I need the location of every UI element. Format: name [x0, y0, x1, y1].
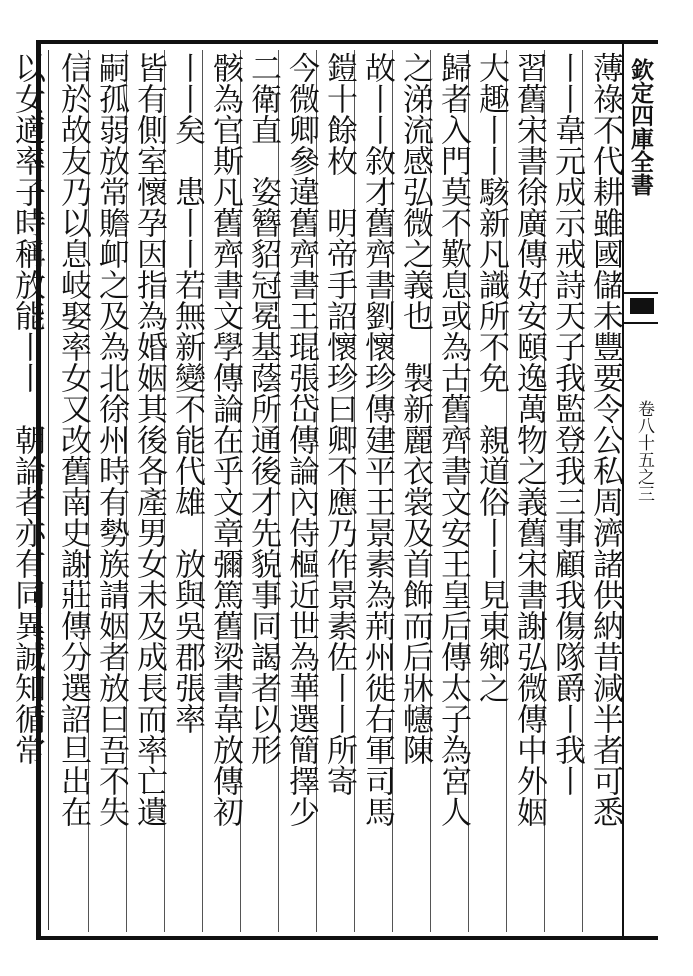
frame-bottom-border — [36, 936, 658, 940]
text-column: 以女適率子時稱放能丨丨 朝論者亦有同異誠知循常 — [9, 52, 45, 765]
text-column: 皆有側室懷孕因指為婚姻其後各產男女未及成長而率亡遺 — [131, 52, 167, 827]
text-column: 薄祿不代耕雖國儲未豐要令公私周濟諸供納昔減半者可悉 — [587, 52, 623, 827]
juan-number: 卷八十五之三 — [634, 400, 654, 502]
text-column: 故丨丨敘才舊齊書劉懷珍傳建平王景素為荊州徙右軍司馬 — [359, 52, 395, 827]
text-column: 大趣丨丨駭新凡識所不免 親道俗丨丨見東鄉之 — [473, 52, 509, 703]
frame-left-inner-line — [48, 50, 49, 930]
text-column: 骸為官斯凡舊齊書文學傳論在乎文章彌篤舊梁書韋放傳初 — [207, 52, 243, 827]
text-column: 信於故友乃以息岐娶率女又改舊南史謝莊傳分選詔旦出在 — [55, 52, 91, 827]
text-column: 習舊宋書徐廣傳好安頤逸萬物之義舊宋書謝弘微傳中外姻 — [511, 52, 547, 827]
text-column: 之涕流感弘微之義也 製新麗衣裳及首飾而后牀幰陳 — [397, 52, 433, 765]
text-column: 歸者入門莫不歎息或為古舊齊書文安王皇后傳太子為宮人 — [435, 52, 471, 827]
text-column: 鎧十餘枚 明帝手詔懷珍曰卿不應乃作景素佐丨丨所寄 — [321, 52, 357, 796]
text-column: 今微卿參違舊齊書王琨張岱傳論內侍樞近世為華選簡擇少 — [283, 52, 319, 827]
text-column: 嗣孤弱放常贍卹之及為北徐州時有勢族請姻者放曰吾不失 — [93, 52, 129, 827]
fishtail-black-mark — [630, 298, 654, 314]
text-column: 二衛直 姿簪貂冠冕基蔭所通後才先貌事同謁者以形 — [245, 52, 281, 765]
book-title: 欽定四庫全書 — [627, 58, 654, 196]
frame-top-border — [36, 40, 658, 44]
text-column: 丨丨韋元成示戒詩天子我監登我三事顧我傷隊爵丨我丨 — [549, 52, 585, 796]
text-column: 丨丨矣 患丨丨若無新變不能代雄 放與吳郡張率 — [169, 52, 205, 734]
